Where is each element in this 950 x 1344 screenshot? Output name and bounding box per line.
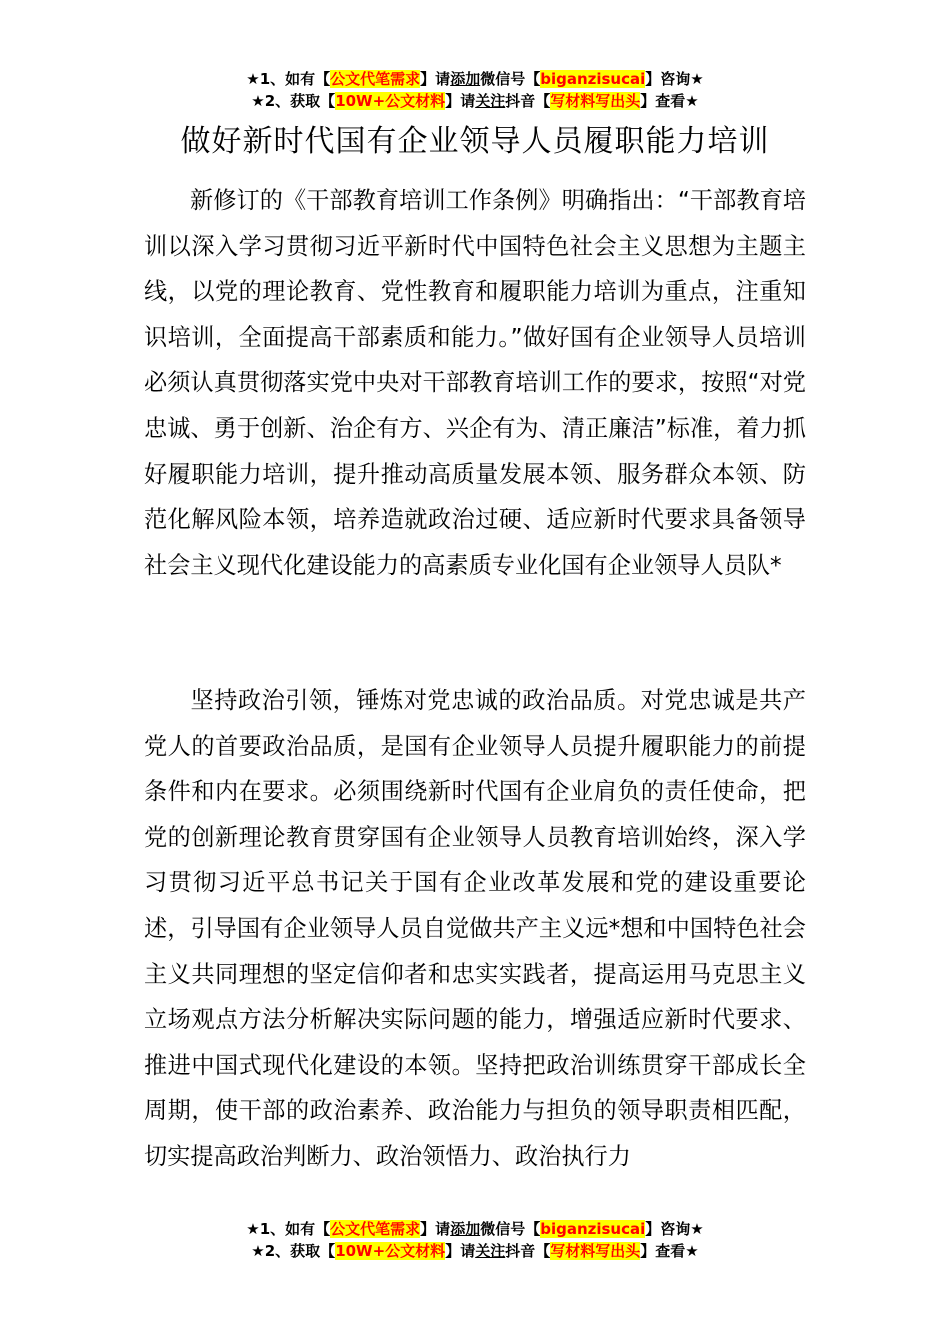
promo-emphasis: 添加 xyxy=(450,1220,481,1238)
top-promo-banner xyxy=(0,68,950,112)
promo-line-2 xyxy=(0,90,950,112)
promo-highlight: 写材料写出头 xyxy=(550,1242,641,1260)
promo-text: 】咨询★ xyxy=(645,70,704,88)
promo-text: 微信号【 xyxy=(480,70,541,88)
promo-text: ★2、获取【 xyxy=(251,92,336,110)
promo-line-1 xyxy=(0,1218,950,1240)
body-paragraph-2 xyxy=(144,678,806,1180)
promo-highlight: 写材料写出头 xyxy=(550,92,641,110)
promo-emphasis: 添加 xyxy=(450,70,481,88)
promo-highlight: 公文代笔需求 xyxy=(330,1220,421,1238)
bottom-promo-banner xyxy=(0,1218,950,1262)
body-paragraph-1 xyxy=(144,178,806,588)
promo-text: 】请 xyxy=(420,1220,451,1238)
promo-line-1 xyxy=(0,68,950,90)
promo-text: ★1、如有【 xyxy=(246,70,331,88)
promo-text: ★1、如有【 xyxy=(246,1220,331,1238)
document-title: 做好新时代国有企业领导人员履职能力培训 xyxy=(180,124,770,159)
promo-text: 】请 xyxy=(445,92,476,110)
promo-text: 抖音【 xyxy=(505,1242,551,1260)
paragraph-text: 新修订的《干部教育培训工作条例》明确指出：“干部教育培训以深入学习贯彻习近平新时代中国特色社会主义思想为主题主线，以党的理论教育、党性教育和履职能力培训为重点，注重知识培训，全面提高干部素质和能力。”做好国有企业领导人员培训必须认真贯彻落实党中央对干部教育培训工作的要求，按照“对党忠诚、勇于创新、治企有方、兴企有为、清正廉洁”标准，着力抓好履职能力培训，提升推动高质量发展本领、服务群众本领、防范化解风险本领，培养造就政治过硬、适应新时代要求具备领导社会主义现代化建设能力的高素质专业化国有企业领导人员队* xyxy=(144,187,806,579)
promo-text: 】查看★ xyxy=(640,1242,699,1260)
promo-highlight: biganzisucai xyxy=(540,1220,646,1238)
promo-text: 】请 xyxy=(420,70,451,88)
promo-highlight: 10W+公文材料 xyxy=(335,1242,446,1260)
promo-emphasis: 关注 xyxy=(475,1242,506,1260)
promo-text: 微信号【 xyxy=(480,1220,541,1238)
promo-highlight: biganzisucai xyxy=(540,70,646,88)
promo-highlight: 公文代笔需求 xyxy=(330,70,421,88)
promo-text: 】查看★ xyxy=(640,92,699,110)
promo-text: 】咨询★ xyxy=(645,1220,704,1238)
promo-emphasis: 关注 xyxy=(475,92,506,110)
promo-text: 】请 xyxy=(445,1242,476,1260)
promo-line-2 xyxy=(0,1240,950,1262)
paragraph-text: 坚持政治引领，锤炼对党忠诚的政治品质。对党忠诚是共产党人的首要政治品质，是国有企业领导人员提升履职能力的前提条件和内在要求。必须围绕新时代国有企业肩负的责任使命，把党的创新理论教育贯穿国有企业领导人员教育培训始终，深入学习贯彻习近平总书记关于国有企业改革发展和党的建设重要论述，引导国有企业领导人员自觉做共产主义远*想和中国特色社会主义共同理想的坚定信仰者和忠实实践者，提高运用马克思主义立场观点方法分析解决实际问题的能力，增强适应新时代要求、推进中国式现代化建设的本领。坚持把政治训练贯穿干部成长全周期，使干部的政治素养、政治能力与担负的领导职责相匹配，切实提高政治判断力、政治领悟力、政治执行力 xyxy=(144,687,806,1170)
promo-text: ★2、获取【 xyxy=(251,1242,336,1260)
promo-text: 抖音【 xyxy=(505,92,551,110)
promo-highlight: 10W+公文材料 xyxy=(335,92,446,110)
